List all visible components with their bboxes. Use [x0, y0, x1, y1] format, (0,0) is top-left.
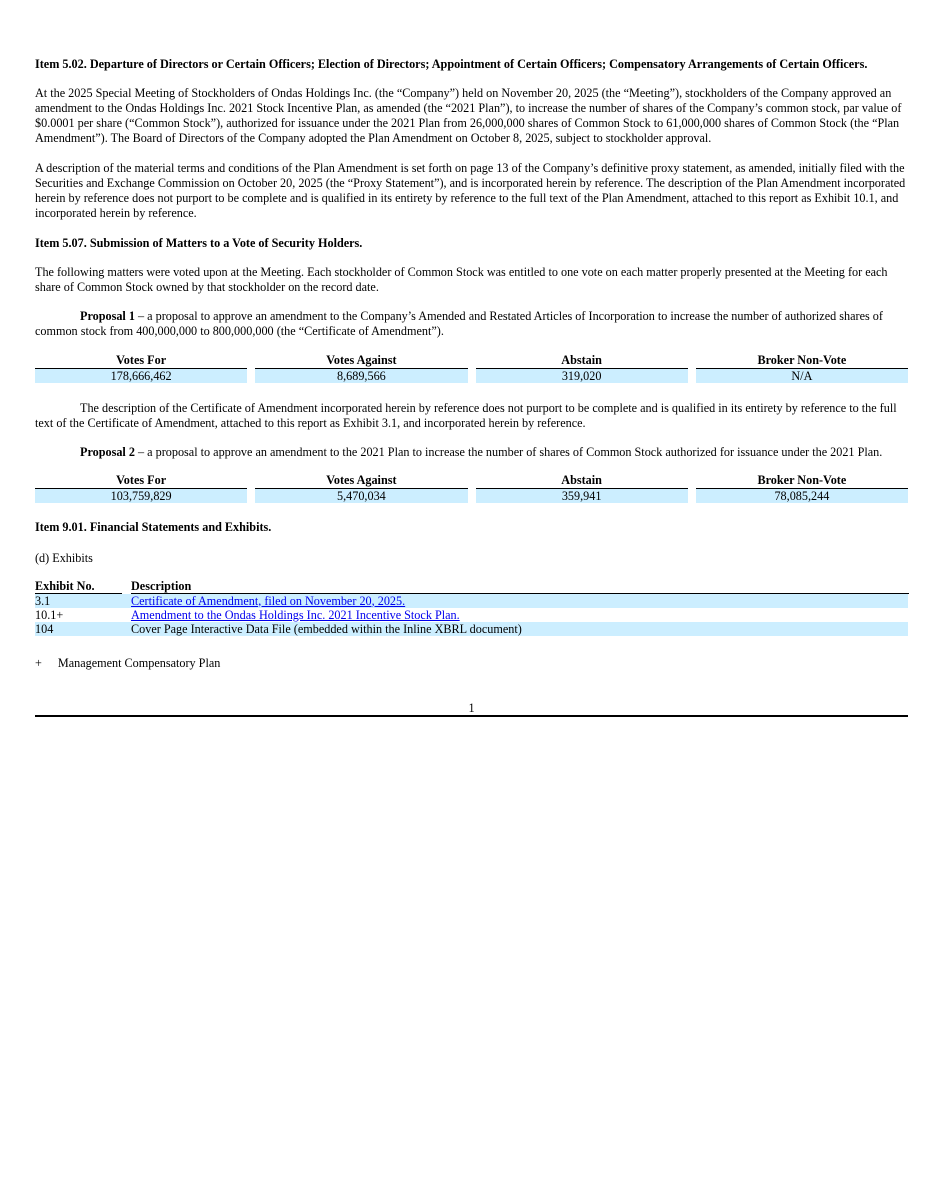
- table-row: [35, 369, 908, 383]
- broker-non-vote-value: N/A: [696, 369, 908, 383]
- abstain-value: 319,020: [476, 369, 688, 383]
- exhibit-number: 10.1+: [35, 608, 131, 622]
- exhibit-3-1-link[interactable]: Certificate of Amendment, filed on November 20, 2025.: [131, 593, 406, 608]
- proposal-1-text: – a proposal to approve an amendment to the Company’s Amended and Restated Articles of Incorporation to increase the number of authorized shares of common stock from 400,000,000 to 800,000,000 (the “Certificate of Amendment”).: [35, 309, 883, 338]
- exhibit-description: [131, 594, 908, 608]
- header-exhibit-no: Exhibit No.: [35, 580, 131, 594]
- exhibit-number: 3.1: [35, 594, 131, 608]
- header-votes-against: Votes Against: [255, 353, 467, 369]
- exhibits-table-wrapper: [35, 580, 908, 636]
- item-507-heading: Item 5.07. Submission of Matters to a Vote of Security Holders.: [35, 236, 363, 250]
- table-row: [35, 489, 908, 503]
- votes-for-value: 103,759,829: [35, 489, 247, 503]
- exhibit-10-1-link[interactable]: Amendment to the Ondas Holdings Inc. 2021 Incentive Stock Plan.: [131, 607, 460, 622]
- proposal-2-votes-table: [27, 473, 916, 503]
- exhibits-table: [35, 580, 908, 636]
- footnote-symbol: +: [35, 656, 42, 670]
- table-row: [35, 594, 908, 608]
- votes-against-value: 5,470,034: [255, 489, 467, 503]
- item-502-heading: Item 5.02. Departure of Directors or Certain Officers; Election of Directors; Appointment of Certain Officers; Compensatory Arrangements of Certain Officers.: [35, 57, 868, 71]
- header-abstain: Abstain: [476, 473, 688, 489]
- item-901-heading: Item 9.01. Financial Statements and Exhibits.: [35, 520, 272, 534]
- table-header-row: [35, 353, 908, 369]
- header-broker-non-vote: Broker Non-Vote: [696, 353, 908, 369]
- header-broker-non-vote: Broker Non-Vote: [696, 473, 908, 489]
- table-header-row: [35, 580, 908, 594]
- table-header-row: [35, 473, 908, 489]
- table-row: [35, 622, 908, 636]
- abstain-value: 359,941: [476, 489, 688, 503]
- item-502-paragraph-2: A description of the material terms and conditions of the Plan Amendment is set forth on page 13 of the Company’s definitive proxy statement, as amended, initially filed with the Securities and Exchange Commission on October 20, 2025 (the “Proxy Statement”), and is incorporated herein by reference. The description of the Plan Amendment incorporated herein by reference does not purport to be complete and is qualified in its entirety by reference to the full text of the Plan Amendment, attached to this report as Exhibit 10.1, and incorporated herein by reference.: [35, 161, 906, 220]
- header-description: Description: [131, 580, 908, 594]
- header-votes-for: Votes For: [35, 353, 247, 369]
- proposal-2-label: Proposal 2: [80, 445, 135, 459]
- proposal-1-note: The description of the Certificate of Amendment incorporated herein by reference does not purport to be complete and is qualified in its entirety by reference to the full text of the Certificate of Amendment, attached to this report as Exhibit 3.1, and incorporated herein by reference.: [35, 401, 897, 430]
- table-row: [35, 608, 908, 622]
- exhibits-subheading: (d) Exhibits: [35, 551, 93, 565]
- exhibit-number: 104: [35, 622, 131, 636]
- proposal-1-paragraph: [35, 309, 908, 339]
- votes-against-value: 8,689,566: [255, 369, 467, 383]
- item-502-paragraph-1: At the 2025 Special Meeting of Stockholders of Ondas Holdings Inc. (the “Company”) held on November 20, 2025 (the “Meeting”), stockholders of the Company approved an amendment to the Ondas Holdings Inc. 2021 Stock Incentive Plan, as amended (the “2021 Plan”), to increase the number of shares of the Company’s common stock, par value of $0.0001 per share (“Common Stock”), authorized for issuance under the 2021 Plan from 26,000,000 shares of Common Stock to 61,000,000 shares of Common Stock (the “Plan Amendment”). The Board of Directors of the Company adopted the Plan Amendment on October 8, 2025, subject to stockholder approval.: [35, 86, 902, 145]
- exhibit-description: [131, 608, 908, 622]
- exhibit-description: Cover Page Interactive Data File (embedded within the Inline XBRL document): [131, 622, 908, 636]
- proposal-2-text: – a proposal to approve an amendment to the 2021 Plan to increase the number of shares of Common Stock authorized for issuance under the 2021 Plan.: [134, 445, 883, 459]
- page-bottom-rule: [35, 715, 908, 717]
- votes-for-value: 178,666,462: [35, 369, 247, 383]
- header-votes-against: Votes Against: [255, 473, 467, 489]
- header-abstain: Abstain: [476, 353, 688, 369]
- footnote: [35, 656, 908, 671]
- item-507-intro: The following matters were voted upon at the Meeting. Each stockholder of Common Stock was entitled to one vote on each matter properly presented at the Meeting for each share of Common Stock owned by that stockholder on the record date.: [35, 265, 888, 294]
- proposal-2-paragraph: [35, 445, 908, 460]
- broker-non-vote-value: 78,085,244: [696, 489, 908, 503]
- proposal-1-label: Proposal 1: [80, 309, 135, 323]
- footnote-text: Management Compensatory Plan: [57, 656, 221, 670]
- header-votes-for: Votes For: [35, 473, 247, 489]
- proposal-1-votes-table: [27, 353, 916, 383]
- page-number: 1: [468, 701, 475, 715]
